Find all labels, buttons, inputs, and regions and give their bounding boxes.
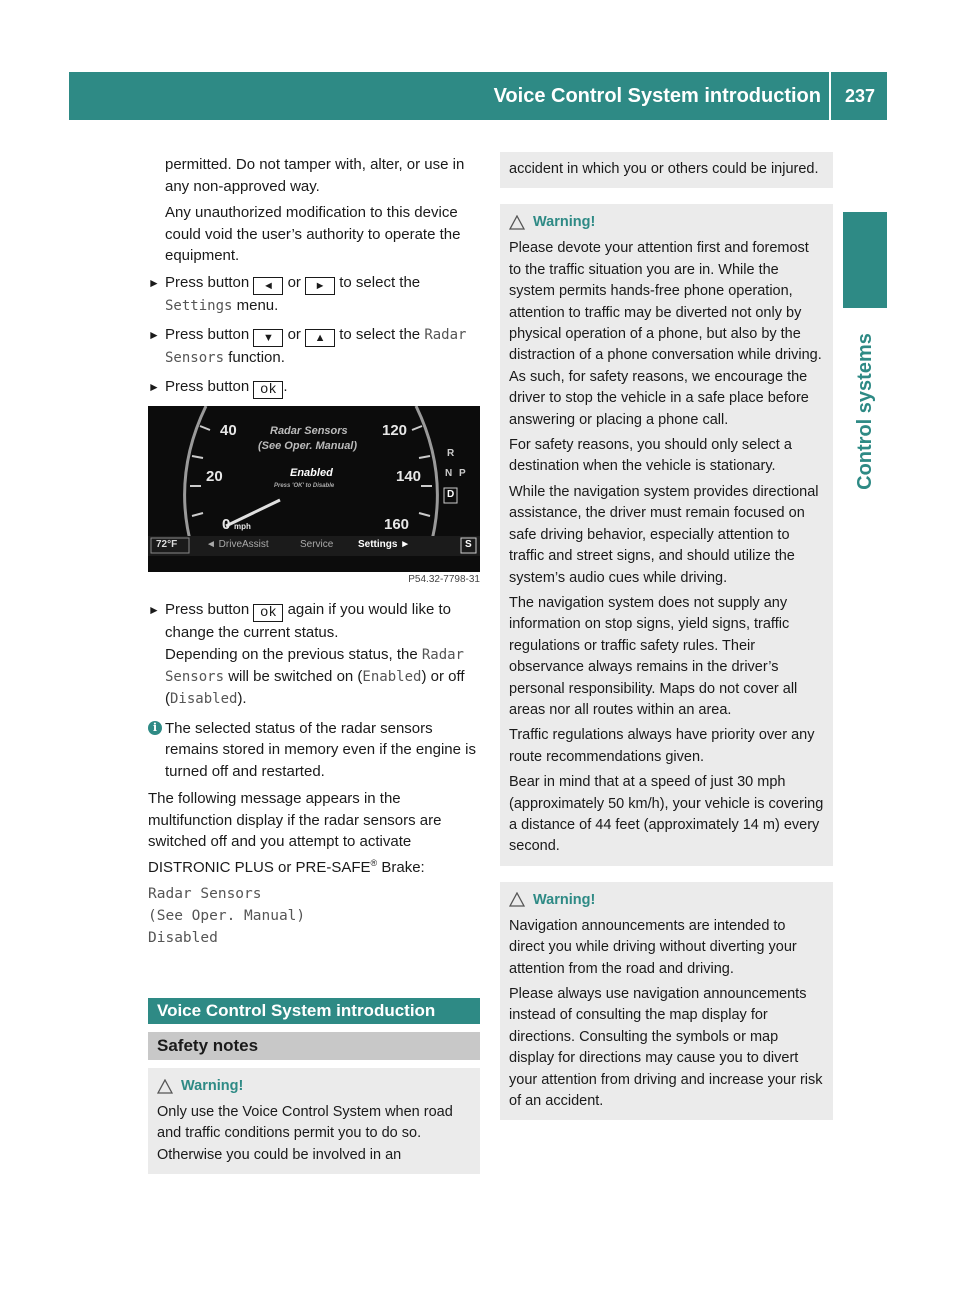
gear-r: R xyxy=(447,447,455,459)
menu-s-icon: S xyxy=(465,538,472,550)
step-text: ) or off ( xyxy=(165,667,465,707)
warning-box-navigation xyxy=(500,204,833,865)
warning-para: The navigation system does not supply any information on stop signs, yield signs, traffic regulations or traffic safety rules. Their observance always remains in the driver’s personal responsibility. Maps do not cover all areas nor all routes within an area. xyxy=(509,594,798,718)
intro-para-1: permitted. Do not tamper with, alter, or use in any non-approved way. xyxy=(165,156,465,195)
warning-para: Please always use navigation announcements instead of consulting the map display for directions. Consulting the symbols or map display for directions may cause you to divert your attention from driving and increase your risk of an accident. xyxy=(509,986,823,1110)
speed-label-0: 0 xyxy=(222,515,231,533)
radar-sensors-code: Radar Sensors xyxy=(165,646,464,685)
menu-driveassist: ◄ DriveAssist xyxy=(206,538,269,550)
step-text: or xyxy=(287,325,301,343)
image-caption: P54.32-7798-31 xyxy=(408,573,480,585)
message-line-1: Radar Sensors xyxy=(148,886,262,902)
page-header xyxy=(69,72,887,120)
page-number: 237 xyxy=(844,86,876,106)
enabled-code: Enabled xyxy=(362,668,422,685)
display-title: Radar Sensors xyxy=(270,424,348,437)
step-text: function. xyxy=(228,348,285,366)
step-arrow-icon: ► xyxy=(148,275,160,290)
warning-triangle-icon xyxy=(509,215,525,230)
radar-sensors-code: Radar Sensors xyxy=(165,326,467,366)
speed-label-160: 160 xyxy=(384,515,410,533)
gear-n: N xyxy=(445,467,453,479)
speed-label-20: 20 xyxy=(206,467,223,485)
info-text: The selected status of the radar sensors remains stored in memory even if the engine is turned off and restarted. xyxy=(165,719,476,780)
ok-key-icon: ok xyxy=(253,381,283,399)
message-line-2: (See Oper. Manual) xyxy=(148,908,306,924)
speed-label-140: 140 xyxy=(396,467,422,485)
continued-text: accident in which you or others could be injured. xyxy=(509,161,819,177)
speed-label-40: 40 xyxy=(220,421,237,439)
warning-para: Traffic regulations always have priority over any route recommendations given. xyxy=(509,727,815,765)
warning-box xyxy=(148,1068,480,1174)
speed-label-120: 120 xyxy=(382,421,408,439)
warning-para: Bear in mind that at a speed of just 30 mph (approximately 50 km/h), your vehicle is covering a distance of 44 feet (approximately 14 m) every second. xyxy=(509,774,824,855)
step-text: ). xyxy=(237,689,247,707)
info-note xyxy=(148,718,480,783)
warning-title xyxy=(509,889,824,911)
instrument-cluster-photo xyxy=(148,406,480,572)
side-tab-label xyxy=(843,316,887,506)
settings-code: Settings xyxy=(165,297,233,314)
down-arrow-key-icon: ▼ xyxy=(253,329,283,347)
outside-temp: 72°F xyxy=(156,538,178,550)
side-tab-marker xyxy=(843,212,887,308)
warning-triangle-icon xyxy=(157,1079,173,1094)
warning-title xyxy=(509,211,824,233)
registered-mark: ® xyxy=(370,857,378,868)
step-text: to select the xyxy=(339,273,421,291)
gear-d: D xyxy=(447,488,455,500)
step-arrow-icon: ► xyxy=(148,327,160,342)
disabled-code: Disabled xyxy=(170,690,238,707)
warning-text: Only use the Voice Control System when road and traffic conditions permit you to do so. Otherwise you could be involved in an xyxy=(157,1104,453,1163)
menu-settings: Settings ► xyxy=(358,538,411,550)
step-text: ( xyxy=(357,667,363,685)
follow-para xyxy=(148,788,480,878)
message-line-3: Disabled xyxy=(148,930,218,946)
left-arrow-key-icon: ◄ xyxy=(253,277,283,295)
step-text: Press button xyxy=(165,377,250,395)
display-status: Enabled xyxy=(290,466,333,479)
step-text: . xyxy=(283,377,288,395)
intro-para-2: Any unauthorized modification to this device could void the user’s authority to operate the equipment. xyxy=(165,204,461,264)
warning-para: Navigation announcements are intended to direct you while driving without diverting your attention from the road and driving. xyxy=(509,917,797,977)
info-icon: i xyxy=(148,721,162,735)
step-text: Press button xyxy=(165,600,250,618)
step-text: will be switched on xyxy=(228,667,354,685)
step-text: to select the xyxy=(339,325,421,343)
warning-para: For safety reasons, you should only select a destination when the vehicle is stationary. xyxy=(509,437,792,475)
step-1 xyxy=(148,272,480,317)
gear-p: P xyxy=(459,467,466,479)
speed-unit: mph xyxy=(234,521,251,531)
step-text: menu. xyxy=(236,296,279,314)
warning-triangle-icon xyxy=(509,892,525,907)
warning-box-announcements xyxy=(500,882,833,1121)
step-text: Press button xyxy=(165,273,250,291)
warning-title-text: Warning! xyxy=(533,891,596,908)
continued-warning-box xyxy=(500,152,833,188)
section-title: Voice Control System introduction xyxy=(148,998,480,1024)
subsection-title: Safety notes xyxy=(148,1032,480,1060)
side-tab-text: Control systems xyxy=(853,332,876,490)
up-arrow-key-icon: ▲ xyxy=(305,329,335,347)
left-column xyxy=(148,154,480,1174)
follow-text: The following message appears in the multifunction display if the radar sensors are switched off and you attempt to activate DISTRONIC PLUS or PRE-SAFE xyxy=(148,790,442,876)
step-4 xyxy=(148,599,480,710)
step-text: Press button xyxy=(165,325,250,343)
header-separator xyxy=(829,72,831,120)
right-column xyxy=(500,152,833,1136)
follow-end: Brake: xyxy=(377,858,425,876)
warning-title xyxy=(157,1075,471,1097)
right-arrow-key-icon: ► xyxy=(305,277,335,295)
step-arrow-icon: ► xyxy=(148,602,160,617)
warning-title-text: Warning! xyxy=(533,214,596,231)
menu-service: Service xyxy=(300,538,334,550)
step-text: Depending on the previous status, the xyxy=(165,645,418,663)
warning-para: While the navigation system provides directional assistance, the driver must remain focused on safe driving behavior, especially attention to traffic and street signs, and should utilize the system’s audio cues while driving. xyxy=(509,483,819,586)
warning-title-text: Warning! xyxy=(181,1078,244,1094)
step-2 xyxy=(148,324,480,369)
step-arrow-icon: ► xyxy=(148,379,160,394)
warning-para: Please devote your attention first and foremost to the traffic situation you are in. While the system permits hands-free phone operation, attention to traffic may be diverted not only by physical operation of a phone, but also by the distraction of a phone conversation while driving. As such, for safety reasons, we encourage the driver to stop the vehicle in a safe place before answering or placing a phone call. xyxy=(509,240,822,428)
step-text: or xyxy=(287,273,301,291)
ok-key-icon: ok xyxy=(253,604,283,622)
display-hint: Press 'OK' to Disable xyxy=(274,482,335,489)
display-subtitle: (See Oper. Manual) xyxy=(258,439,358,452)
header-title: Voice Control System introduction xyxy=(493,85,821,107)
step-3 xyxy=(148,376,480,399)
step-text: again if you would like to change the current status. xyxy=(165,600,451,641)
